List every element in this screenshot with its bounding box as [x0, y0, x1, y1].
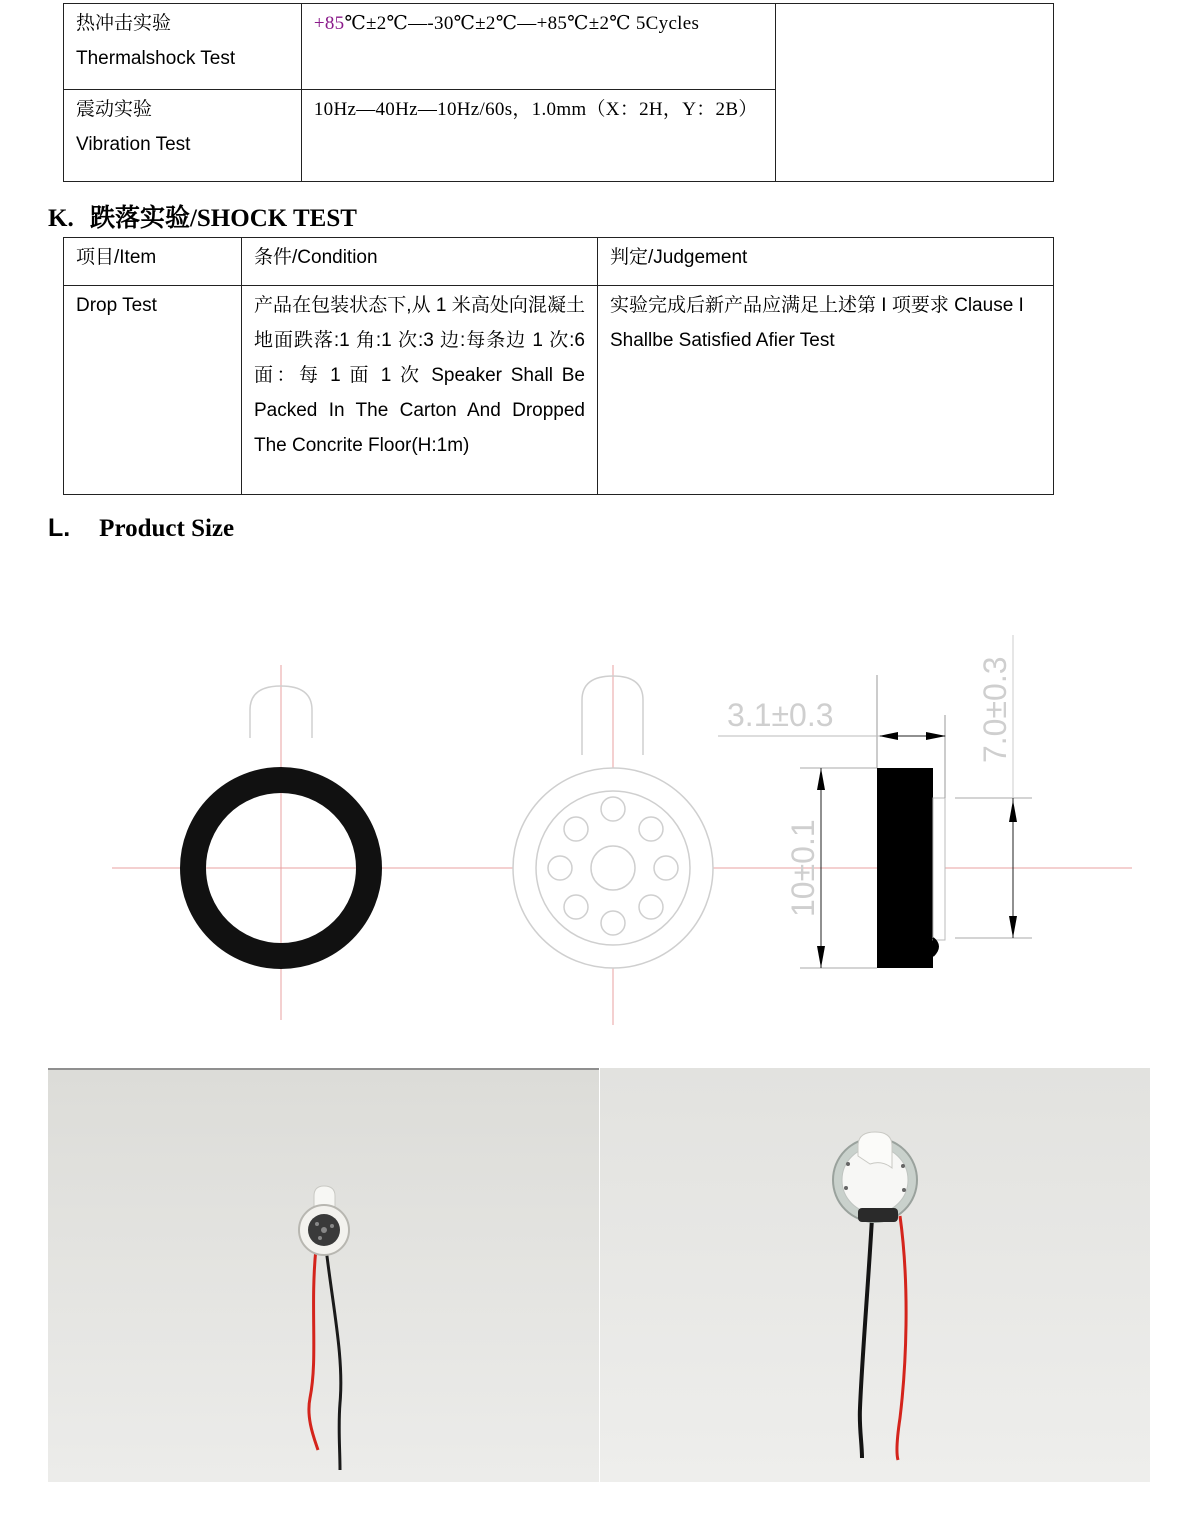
dim-diameter-label: 10±0.1 — [785, 819, 821, 917]
environment-test-table — [63, 3, 1054, 182]
arrowhead — [817, 768, 825, 790]
table-header-cell — [242, 238, 598, 286]
section-k-title: 跌落实验/SHOCK TEST — [89, 205, 357, 232]
back-outer-circle — [513, 768, 713, 968]
thermalshock-cn: 热冲击实验 — [76, 12, 172, 34]
product-size-drawing — [0, 620, 1200, 1040]
section-l-marker: L. — [48, 514, 71, 542]
table-cell — [301, 4, 776, 90]
side-view — [718, 635, 1132, 968]
vibration-condition-lead: 10Hz — [313, 99, 357, 120]
header-item: 项目/Item — [76, 247, 157, 268]
section-k-heading — [48, 198, 357, 234]
table-cell — [301, 90, 776, 182]
table-cell — [598, 286, 1054, 495]
header-condition: 条件/Condition — [254, 247, 378, 268]
dim-thickness-label: 3.1±0.3 — [727, 697, 834, 733]
arrowhead — [926, 732, 946, 740]
section-l-title: Product Size — [99, 515, 235, 542]
speaker-photo-back — [600, 1068, 1150, 1482]
arrowhead — [1009, 800, 1017, 822]
drop-test-judgement: 实验完成后新产品应满足上述第 I 项要求 Clause I Shallbe Satisfied Afier Test — [610, 295, 1024, 351]
section-k-marker: K. — [48, 205, 74, 232]
speaker-side-lip — [933, 938, 938, 956]
vibration-condition: —40Hz—10Hz/60s，1.0mm（X：2H，Y：2B） — [356, 99, 758, 120]
header-judgement: 判定/Judgement — [610, 247, 748, 268]
table-cell — [64, 286, 242, 495]
shock-test-table — [63, 237, 1054, 495]
table-cell — [64, 90, 302, 182]
arrowhead — [817, 946, 825, 968]
speaker-photo-front — [48, 1068, 599, 1482]
arrowhead — [879, 732, 898, 740]
front-view — [112, 665, 474, 1020]
solder-pads — [858, 1208, 898, 1222]
arrowhead — [1009, 916, 1017, 938]
thermalshock-condition: ℃±2℃—-30℃±2℃—+85℃±2℃ 5Cycles — [344, 13, 700, 34]
drop-test-condition: 产品在包装状态下,从 1 米高处向混凝土地面跌落:1 角:1 次:3 边:每条边 1 次:6 面：每 1 面 1 次 Speaker Shall Be Packed In The Carton And Dropped The Concrite Floor(H:1m) — [254, 295, 585, 456]
speaker-side-cap — [933, 798, 945, 940]
drop-test-item: Drop Test — [76, 295, 157, 316]
table-cell-empty — [776, 4, 1054, 182]
table-header-cell — [598, 238, 1054, 286]
thermalshock-condition-lead: +85 — [313, 13, 345, 34]
table-cell — [242, 286, 598, 495]
vibration-cn: 震动实验 — [76, 98, 153, 120]
vibration-en: Vibration Test — [76, 134, 191, 155]
table-header-cell — [64, 238, 242, 286]
dim-height-label: 7.0±0.3 — [977, 656, 1013, 763]
thermalshock-en: Thermalshock Test — [76, 48, 236, 69]
table-cell — [64, 4, 302, 90]
section-l-heading — [48, 514, 234, 543]
speaker-side-body — [877, 768, 933, 968]
